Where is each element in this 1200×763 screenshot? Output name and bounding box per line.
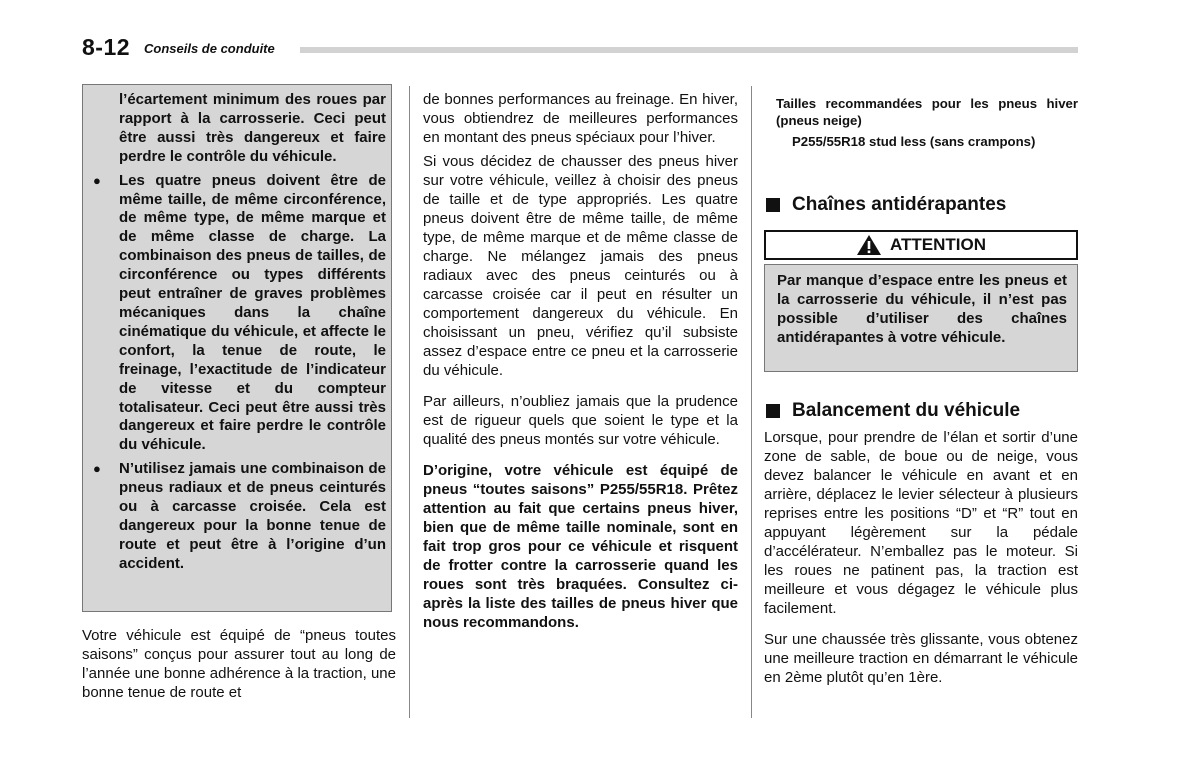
middle-column xyxy=(423,90,738,632)
column-divider xyxy=(751,86,752,718)
warning-bullet-text: N’utilisez jamais une combinaison de pneus radiaux et de pneus ceinturés ou à carcasse croisée. Cela est dangereux pour la bonne tenue de route et peut être à l’origine d’un accident. xyxy=(119,460,386,572)
bullet-icon: ● xyxy=(93,172,101,188)
warning-bullet xyxy=(93,171,386,456)
page-number: 8-12 xyxy=(82,34,131,60)
body-paragraph: Sur une chaussée très glissante, vous obtenez une meilleure traction en démarrant le véhicule en 2ème plutôt qu’en 1ère. xyxy=(764,631,1078,686)
bold-paragraph: D’origine, votre véhicule est équipé de pneus “toutes saisons” P255/55R18. Prêtez attention au fait que certains pneus hiver, bien que de même taille nominale, sont en fait trop gros pour ce véhicule et risquent de frotter contre la carrosserie quand les roues sont très braquées. Consultez ci-après la liste des tailles de pneus hiver que nous recommandons. xyxy=(423,462,738,631)
attention-text: Par manque d’espace entre les pneus et la carrosserie du véhicule, il n’est pas possible d’utiliser des chaînes antidérapantes à votre véhicule. xyxy=(777,272,1067,346)
snow-tire-label: Tailles recommandées pour les pneus hiver (pneus neige) xyxy=(776,96,1078,128)
section-heading xyxy=(766,194,1006,216)
snow-tire-size: P255/55R18 stud less (sans crampons) xyxy=(792,134,1036,149)
right-column-text xyxy=(764,428,1078,687)
heading-rocking: Balancement du véhicule xyxy=(792,400,1021,421)
section-heading xyxy=(766,400,1020,422)
warning-bullet-text: Les quatre pneus doivent être de même taille, de même circonférence, de même type, de même marque et de même classe de charge. La combinaison des pneus de tailles, de circonférence ou types différents peut entraîner de graves problèmes mécaniques dans la chaîne cinématique du véhicule, et affecte le confort, la tenue de route, le freinage, l’exactitude de l’indicateur de vitesse et du compteur totalisateur. Ceci peut être aussi très dangereux et faire perdre le contrôle du véhicule. xyxy=(119,171,386,454)
warning-bullet xyxy=(93,460,386,573)
square-bullet-icon xyxy=(766,404,780,418)
warning-intro: l’écartement minimum des roues par rapport à la carrosserie. Ceci peut être aussi très dangereux et faire perdre le contrôle du véhicule. xyxy=(119,91,386,165)
page-header xyxy=(82,32,1078,62)
bullet-icon: ● xyxy=(93,461,101,477)
heading-chains: Chaînes antidérapantes xyxy=(792,194,1007,215)
square-bullet-icon xyxy=(766,198,780,212)
attention-header xyxy=(764,230,1078,260)
warning-box xyxy=(82,84,392,612)
header-rule xyxy=(300,47,1078,53)
column-divider xyxy=(409,86,410,718)
warning-triangle-icon xyxy=(856,234,882,256)
attention-label: ATTENTION xyxy=(889,235,986,254)
attention-box xyxy=(764,264,1078,372)
body-paragraph: Votre véhicule est équipé de “pneus toutes saisons” conçus pour assurer tout au long de l’année une bonne adhérence à la traction, une bonne tenue de route et xyxy=(82,627,396,701)
left-paragraph xyxy=(82,626,396,702)
body-paragraph: Si vous décidez de chausser des pneus hiver sur votre véhicule, veillez à choisir des pneus de taille et de type appropriés. Les quatre pneus doivent être de même taille, de même type, de même marque et de même classe de charge. Ne mélangez jamais des pneus radiaux avec des pneus ceinturés ou à carcasse croisée car il peut en résulter un comportement dangereux du véhicule. En choisissant un pneu, vérifiez qu’il subsiste assez d’espace entre ce pneu et la carrosserie du véhicule. xyxy=(423,153,738,379)
body-paragraph: Lorsque, pour prendre de l’élan et sortir d’une zone de sable, de boue ou de neige, vous devez balancer le véhicule en avant et en arrière, déplacez le levier sélecteur à plusieurs reprises entre les positions “D” et “R” tout en appuyant légèrement sur la pédale d’accélérateur. N’emballez pas le moteur. Si les roues ne patinent pas, la traction est meilleure et vous dégagez le véhicule plus facilement. xyxy=(764,429,1078,617)
body-paragraph: de bonnes performances au freinage. En hiver, vous obtiendrez de meilleures performances en montant des pneus spéciaux pour l’hiver. xyxy=(423,91,738,146)
body-paragraph: Par ailleurs, n’oubliez jamais que la prudence est de rigueur quels que soient le type et la qualité des pneus montés sur votre véhicule. xyxy=(423,393,738,448)
section-title: Conseils de conduite xyxy=(144,41,275,56)
